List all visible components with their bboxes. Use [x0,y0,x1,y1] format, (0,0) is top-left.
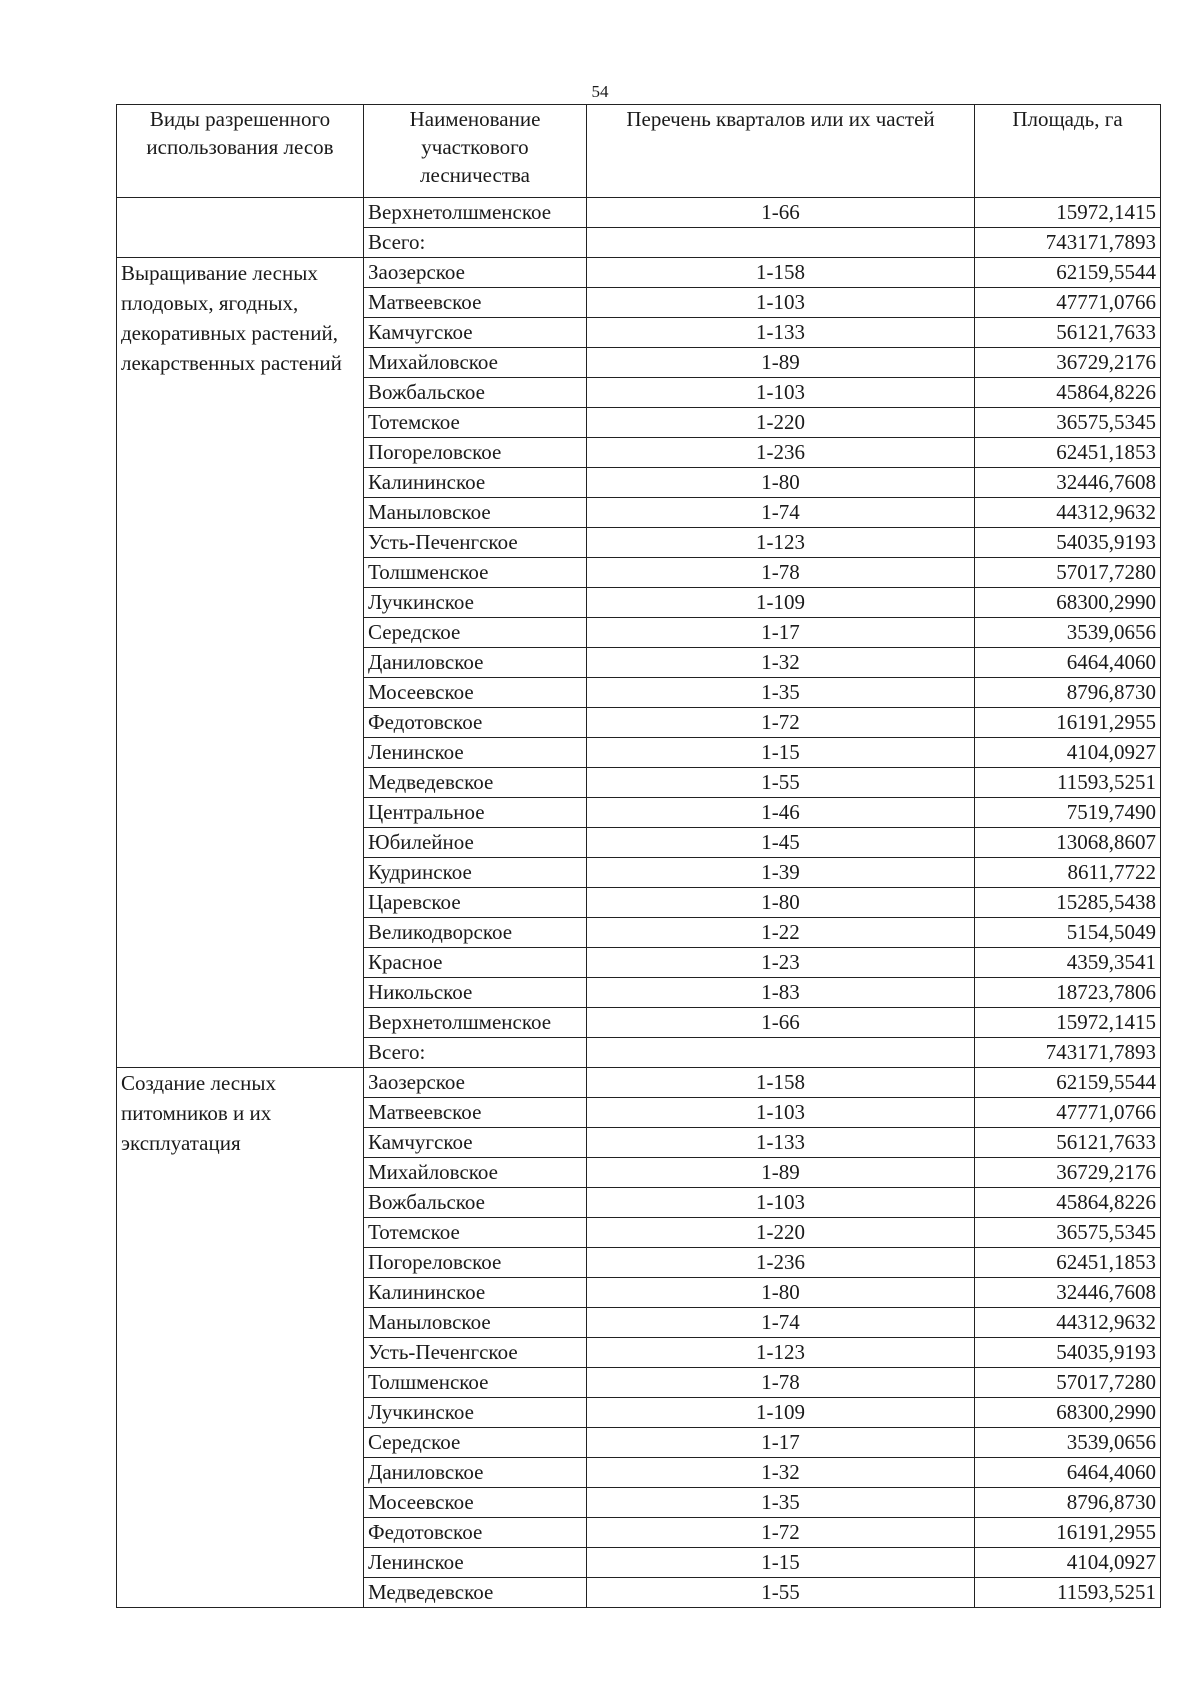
area-cell: 47771,0766 [975,1098,1161,1128]
area-cell: 32446,7608 [975,1278,1161,1308]
forestry-name-cell: Центральное [364,798,587,828]
forestry-name-cell: Погореловское [364,1248,587,1278]
header-use-type: Виды разрешенного использования лесов [117,105,364,198]
forestry-name-cell: Камчугское [364,1128,587,1158]
forestry-name-cell: Лучкинское [364,588,587,618]
forestry-name-cell: Кудринское [364,858,587,888]
forestry-name-cell: Тотемское [364,1218,587,1248]
quarters-cell: 1-72 [587,1518,975,1548]
forestry-name-cell: Толшменское [364,1368,587,1398]
forestry-name-cell: Калининское [364,468,587,498]
quarters-cell: 1-66 [587,1008,975,1038]
quarters-cell [587,1038,975,1068]
forestry-name-cell: Царевское [364,888,587,918]
quarters-cell: 1-35 [587,1488,975,1518]
forestry-name-cell: Толшменское [364,558,587,588]
area-cell: 4359,3541 [975,948,1161,978]
area-cell: 5154,5049 [975,918,1161,948]
quarters-cell: 1-236 [587,438,975,468]
quarters-cell: 1-220 [587,408,975,438]
header-quarters: Перечень кварталов или их частей [587,105,975,198]
quarters-cell [587,228,975,258]
area-cell: 36729,2176 [975,348,1161,378]
forestry-name-cell: Федотовское [364,708,587,738]
forestry-name-cell: Тотемское [364,408,587,438]
area-cell: 743171,7893 [975,228,1161,258]
forestry-name-cell: Заозерское [364,1068,587,1098]
quarters-cell: 1-15 [587,1548,975,1578]
quarters-cell: 1-158 [587,1068,975,1098]
quarters-cell: 1-103 [587,288,975,318]
quarters-cell: 1-15 [587,738,975,768]
header-area: Площадь, га [975,105,1161,198]
quarters-cell: 1-80 [587,1278,975,1308]
forestry-name-cell: Усть-Печенгское [364,528,587,558]
area-cell: 36729,2176 [975,1158,1161,1188]
forestry-name-cell: Камчугское [364,318,587,348]
area-cell: 3539,0656 [975,618,1161,648]
quarters-cell: 1-22 [587,918,975,948]
quarters-cell: 1-89 [587,1158,975,1188]
area-cell: 62159,5544 [975,1068,1161,1098]
table-header-row [117,105,1161,198]
forestry-name-cell: Погореловское [364,438,587,468]
area-cell: 15972,1415 [975,198,1161,228]
area-cell: 32446,7608 [975,468,1161,498]
forestry-name-cell: Калининское [364,1278,587,1308]
table-row [117,198,1161,228]
area-cell: 4104,0927 [975,1548,1161,1578]
area-cell: 56121,7633 [975,318,1161,348]
quarters-cell: 1-32 [587,1458,975,1488]
forestry-name-cell: Середское [364,1428,587,1458]
area-cell: 6464,4060 [975,648,1161,678]
quarters-cell: 1-103 [587,1188,975,1218]
area-cell: 45864,8226 [975,378,1161,408]
forestry-name-cell: Медведевское [364,768,587,798]
area-cell: 8796,8730 [975,678,1161,708]
area-cell: 18723,7806 [975,978,1161,1008]
forestry-name-cell: Верхнетолшменское [364,1008,587,1038]
forestry-name-cell: Федотовское [364,1518,587,1548]
quarters-cell: 1-17 [587,618,975,648]
forestry-name-cell: Верхнетолшменское [364,198,587,228]
table-body [117,198,1161,1608]
area-cell: 4104,0927 [975,738,1161,768]
quarters-cell: 1-133 [587,318,975,348]
area-cell: 3539,0656 [975,1428,1161,1458]
use-type-cell: Выращивание лесных плодовых, ягодных, декоративных растений, лекарственных растений [117,258,364,1068]
forestry-name-cell: Середское [364,618,587,648]
page-number: 54 [591,82,609,101]
quarters-cell: 1-74 [587,1308,975,1338]
quarters-cell: 1-32 [587,648,975,678]
forestry-name-cell: Ленинское [364,738,587,768]
area-cell: 13068,8607 [975,828,1161,858]
quarters-cell: 1-133 [587,1128,975,1158]
quarters-cell: 1-66 [587,198,975,228]
area-cell: 57017,7280 [975,558,1161,588]
area-cell: 6464,4060 [975,1458,1161,1488]
forestry-name-cell: Усть-Печенгское [364,1338,587,1368]
forestry-name-cell: Матвеевское [364,288,587,318]
quarters-cell: 1-74 [587,498,975,528]
forestry-name-cell: Никольское [364,978,587,1008]
area-cell: 15285,5438 [975,888,1161,918]
forestry-name-cell: Заозерское [364,258,587,288]
quarters-cell: 1-103 [587,1098,975,1128]
area-cell: 44312,9632 [975,1308,1161,1338]
area-cell: 7519,7490 [975,798,1161,828]
forestry-name-cell: Михайловское [364,348,587,378]
area-cell: 47771,0766 [975,288,1161,318]
forest-use-table [116,104,1161,1608]
area-cell: 45864,8226 [975,1188,1161,1218]
quarters-cell: 1-23 [587,948,975,978]
area-cell: 62159,5544 [975,258,1161,288]
quarters-cell: 1-78 [587,558,975,588]
forestry-name-cell: Лучкинское [364,1398,587,1428]
quarters-cell: 1-236 [587,1248,975,1278]
quarters-cell: 1-55 [587,768,975,798]
use-type-cell: Создание лесных питомников и их эксплуатация [117,1068,364,1608]
forestry-name-cell: Матвеевское [364,1098,587,1128]
quarters-cell: 1-46 [587,798,975,828]
forestry-name-cell: Вожбальское [364,378,587,408]
forestry-name-cell: Красное [364,948,587,978]
quarters-cell: 1-103 [587,378,975,408]
area-cell: 36575,5345 [975,1218,1161,1248]
area-cell: 54035,9193 [975,528,1161,558]
quarters-cell: 1-72 [587,708,975,738]
quarters-cell: 1-109 [587,1398,975,1428]
quarters-cell: 1-83 [587,978,975,1008]
forestry-name-cell: Даниловское [364,648,587,678]
area-cell: 68300,2990 [975,1398,1161,1428]
forestry-name-cell: Даниловское [364,1458,587,1488]
area-cell: 54035,9193 [975,1338,1161,1368]
area-cell: 8611,7722 [975,858,1161,888]
quarters-cell: 1-89 [587,348,975,378]
quarters-cell: 1-17 [587,1428,975,1458]
forestry-name-cell: Всего: [364,228,587,258]
forestry-name-cell: Мосеевское [364,678,587,708]
table-row [117,258,1161,288]
forestry-name-cell: Юбилейное [364,828,587,858]
area-cell: 16191,2955 [975,708,1161,738]
quarters-cell: 1-109 [587,588,975,618]
forestry-name-cell: Ленинское [364,1548,587,1578]
quarters-cell: 1-35 [587,678,975,708]
area-cell: 11593,5251 [975,768,1161,798]
table-row [117,1068,1161,1098]
forestry-name-cell: Медведевское [364,1578,587,1608]
quarters-cell: 1-80 [587,468,975,498]
area-cell: 68300,2990 [975,588,1161,618]
quarters-cell: 1-123 [587,528,975,558]
area-cell: 8796,8730 [975,1488,1161,1518]
area-cell: 44312,9632 [975,498,1161,528]
forestry-name-cell: Великодворское [364,918,587,948]
quarters-cell: 1-55 [587,1578,975,1608]
quarters-cell: 1-220 [587,1218,975,1248]
quarters-cell: 1-158 [587,258,975,288]
quarters-cell: 1-123 [587,1338,975,1368]
forestry-name-cell: Всего: [364,1038,587,1068]
quarters-cell: 1-39 [587,858,975,888]
area-cell: 62451,1853 [975,1248,1161,1278]
use-type-cell [117,198,364,258]
area-cell: 56121,7633 [975,1128,1161,1158]
quarters-cell: 1-80 [587,888,975,918]
area-cell: 15972,1415 [975,1008,1161,1038]
quarters-cell: 1-78 [587,1368,975,1398]
forestry-name-cell: Маныловское [364,1308,587,1338]
area-cell: 36575,5345 [975,408,1161,438]
header-forestry-name: Наименование участкового лесничества [364,105,587,198]
area-cell: 11593,5251 [975,1578,1161,1608]
area-cell: 62451,1853 [975,438,1161,468]
area-cell: 16191,2955 [975,1518,1161,1548]
forestry-name-cell: Вожбальское [364,1188,587,1218]
area-cell: 57017,7280 [975,1368,1161,1398]
forestry-name-cell: Михайловское [364,1158,587,1188]
quarters-cell: 1-45 [587,828,975,858]
forestry-name-cell: Мосеевское [364,1488,587,1518]
area-cell: 743171,7893 [975,1038,1161,1068]
forestry-name-cell: Маныловское [364,498,587,528]
